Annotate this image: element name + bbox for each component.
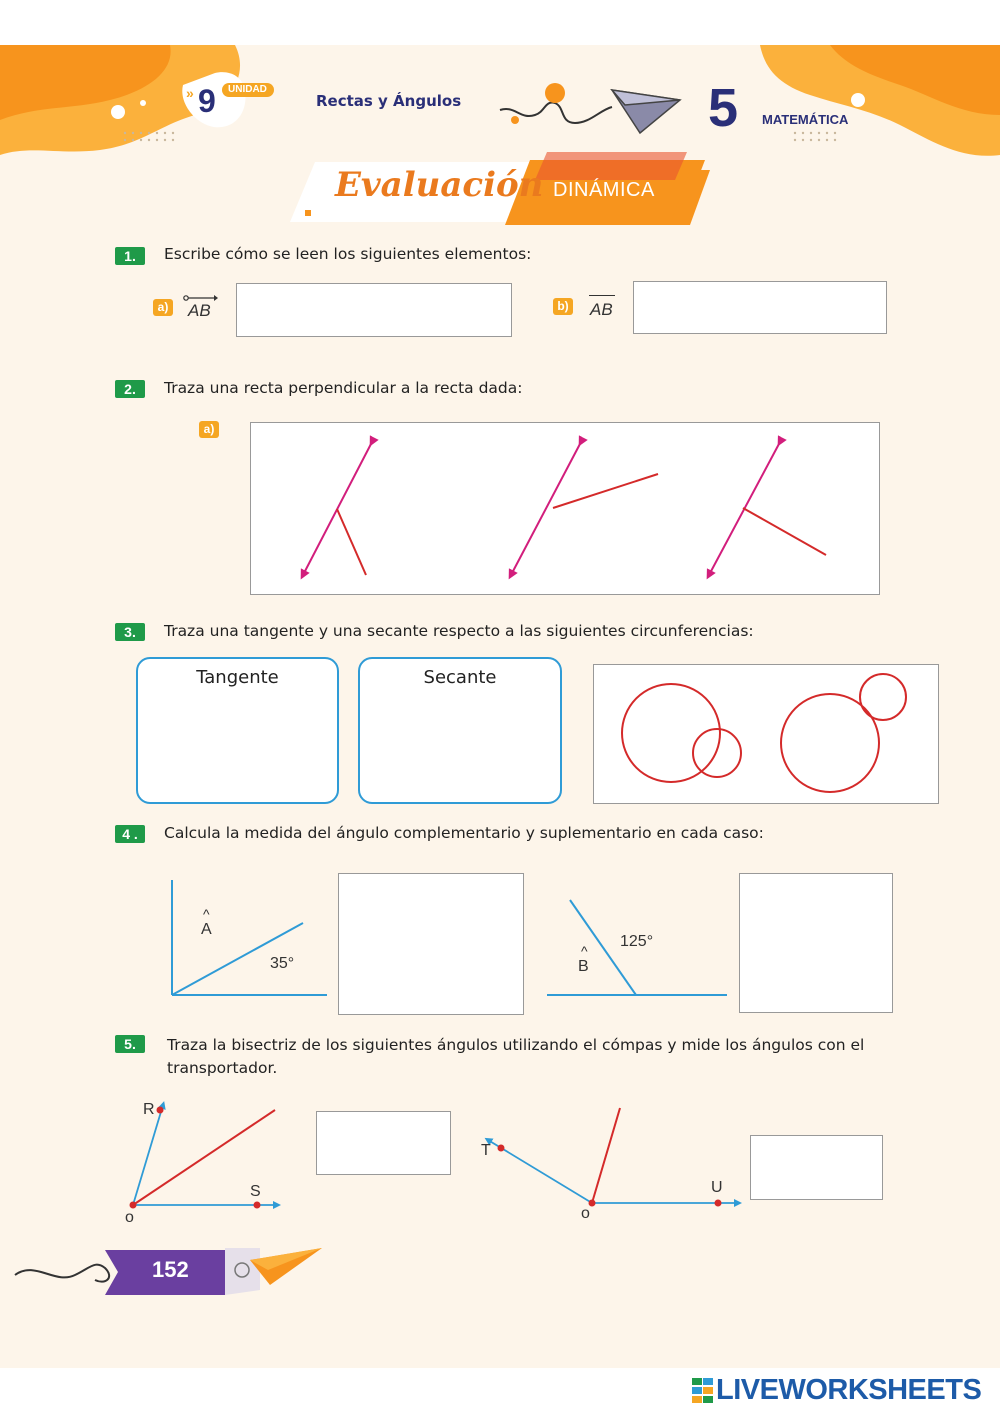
watermark: LIVEWORKSHEETS: [716, 1374, 982, 1406]
q1-item-a-badge: a): [153, 299, 173, 316]
chevron-icon: »: [186, 85, 194, 101]
hat-icon-2: ^: [581, 943, 588, 959]
q3-circles-figure: [593, 664, 939, 804]
origin-1-label: o: [125, 1209, 134, 1226]
point-u-label: U: [711, 1179, 723, 1196]
point-r-label: R: [143, 1101, 155, 1118]
question-2-number: 2.: [115, 380, 145, 398]
q4-answer-a[interactable]: [338, 873, 524, 1015]
question-2-text: Traza una recta perpendicular a la recta dada:: [164, 379, 523, 397]
q5-answer-2[interactable]: [750, 1135, 883, 1200]
unit-number: 9: [198, 83, 216, 119]
point-t-label: T: [481, 1142, 491, 1159]
question-3-number: 3.: [115, 623, 145, 641]
question-5-text: Traza la bisectriz de los siguientes ángulos utilizando el cómpas y mide los ángulos con el transportador.: [167, 1036, 865, 1077]
segment-bar-icon: [589, 295, 615, 296]
angle-a-figure: [165, 875, 335, 1000]
question-1-text: Escribe cómo se leen los siguientes elementos:: [164, 245, 532, 263]
secant-box-label: Secante: [423, 667, 497, 688]
question-3-text: Traza una tangente y una secante respecto a las siguientes circunferencias:: [164, 622, 754, 640]
secant-box[interactable]: [358, 657, 562, 804]
q2-item-a-badge: a): [199, 421, 219, 438]
q5-answer-1[interactable]: [316, 1111, 451, 1175]
question-5-number: 5.: [115, 1035, 145, 1053]
tangent-box[interactable]: [136, 657, 339, 804]
angle-b-value: 125°: [620, 933, 654, 950]
question-4-text: Calcula la medida del ángulo complementario y suplementario en cada caso:: [164, 824, 764, 842]
angle-a-label: A: [201, 921, 212, 938]
q2-lines-figure: [250, 422, 880, 597]
q1-item-a-notation: AB: [188, 301, 211, 320]
subject-label: MATEMÁTICA: [762, 112, 849, 127]
angle-tu-figure: [480, 1103, 745, 1213]
q1-item-b-notation: AB: [590, 300, 613, 319]
banner-title: Evaluación: [335, 165, 544, 205]
chapter-title: Rectas y Ángulos: [316, 92, 462, 110]
point-s-label: S: [250, 1183, 261, 1200]
angle-b-label: B: [578, 958, 589, 975]
tangent-box-label: Tangente: [196, 667, 279, 688]
q1-answer-b[interactable]: [633, 281, 887, 334]
hat-icon: ^: [203, 906, 210, 922]
q1-item-b-badge: b): [553, 298, 573, 315]
liveworksheets-logo-icon: [692, 1378, 714, 1404]
origin-2-label: o: [581, 1205, 590, 1222]
banner-subtitle: DINÁMICA: [553, 179, 655, 201]
unit-label: UNIDAD: [228, 84, 267, 95]
q4-answer-b[interactable]: [739, 873, 893, 1013]
q1-answer-a[interactable]: [236, 283, 512, 337]
page-number: 152: [152, 1257, 189, 1282]
grade-number: 5: [708, 78, 739, 138]
question-1-number: 1.: [115, 247, 145, 265]
worksheet-page: [0, 45, 1000, 1368]
angle-a-value: 35°: [270, 955, 295, 972]
question-4-number: 4 .: [115, 825, 145, 843]
footer: [0, 1368, 1000, 1415]
